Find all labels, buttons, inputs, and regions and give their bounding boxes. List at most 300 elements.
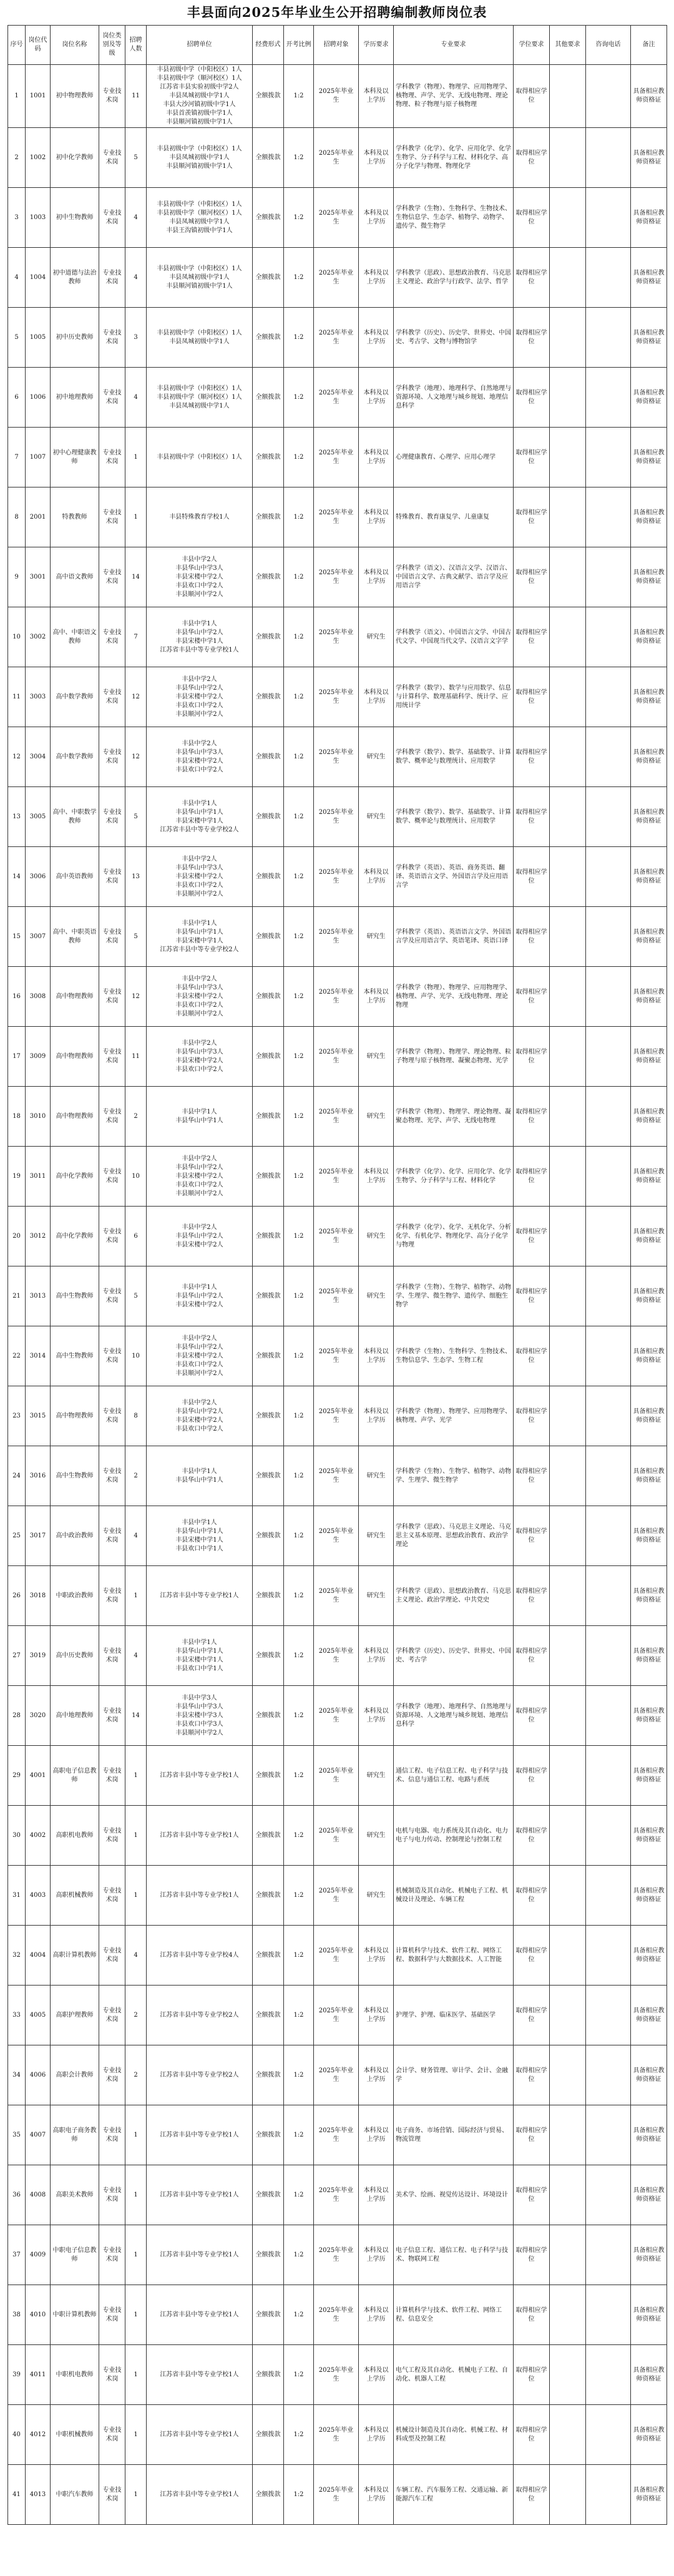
table-cell-code: 4001 bbox=[26, 1746, 51, 1806]
unit-allocation-line: 丰县初级中学（中阳校区）1人 bbox=[157, 200, 242, 208]
table-cell-unit bbox=[147, 65, 253, 128]
table-cell-count: 1 bbox=[125, 428, 147, 487]
unit-allocation-line: 丰县中学1人 bbox=[182, 1519, 217, 1526]
table-cell-ratio: 1:2 bbox=[284, 2465, 314, 2525]
table-cell-funding: 全额拨款 bbox=[253, 1506, 284, 1566]
table-cell-unit bbox=[147, 248, 253, 308]
table-cell-category: 专业技术岗 bbox=[99, 787, 125, 847]
table-cell-ratio: 1:2 bbox=[284, 1866, 314, 1926]
table-cell-code: 3008 bbox=[26, 967, 51, 1027]
table-cell-major: 学科教学（数学）、数学、基础数学、计算数学、概率论与数理统计、应用数学 bbox=[394, 787, 514, 847]
table-cell-unit bbox=[147, 2225, 253, 2285]
table-cell-education: 研究生 bbox=[359, 1446, 394, 1506]
unit-allocation-line: 丰县华山中学1人 bbox=[175, 808, 223, 816]
table-cell-funding: 全额拨款 bbox=[253, 1806, 284, 1866]
table-cell-phone bbox=[586, 787, 631, 847]
table-cell-count: 2 bbox=[125, 1087, 147, 1147]
unit-allocation-line: 丰县中学2人 bbox=[182, 1039, 217, 1047]
table-cell-ratio: 1:2 bbox=[284, 607, 314, 667]
table-cell-seq: 34 bbox=[8, 2045, 26, 2105]
table-cell-funding: 全额拨款 bbox=[253, 1446, 284, 1506]
table-cell-major: 学科教学（历史）、历史学、世界史、中国史、考古学、文物与博物馆学 bbox=[394, 308, 514, 368]
table-cell-education: 研究生 bbox=[359, 1087, 394, 1147]
table-cell-education: 本科及以上学历 bbox=[359, 248, 394, 308]
unit-allocation-line: 丰县凤城初级中学1人 bbox=[169, 273, 230, 281]
table-row bbox=[8, 128, 667, 188]
table-cell-seq: 13 bbox=[8, 787, 26, 847]
table-cell-remark: 具备相应教师资格证 bbox=[631, 1866, 667, 1926]
table-cell-education: 本科及以上学历 bbox=[359, 1926, 394, 1986]
table-cell-remark: 具备相应教师资格证 bbox=[631, 128, 667, 188]
table-cell-code: 3006 bbox=[26, 847, 51, 907]
table-cell-name: 高中数学教师 bbox=[51, 727, 99, 787]
table-cell-code: 1006 bbox=[26, 368, 51, 428]
table-cell-target: 2025年毕业生 bbox=[314, 428, 359, 487]
table-cell-phone bbox=[586, 2405, 631, 2465]
table-cell-category: 专业技术岗 bbox=[99, 428, 125, 487]
table-cell-category: 专业技术岗 bbox=[99, 1027, 125, 1087]
table-cell-category: 专业技术岗 bbox=[99, 667, 125, 727]
table-cell-name: 高中语文教师 bbox=[51, 547, 99, 607]
table-cell-seq: 32 bbox=[8, 1926, 26, 1986]
unit-allocation-line: 江苏省丰县中等专业学校1人 bbox=[160, 2191, 239, 2198]
unit-allocation-line: 丰县宋楼中学1人 bbox=[175, 637, 223, 645]
table-cell-major: 电气工程及其自动化、机械电子工程、自动化、机器人工程 bbox=[394, 2345, 514, 2405]
table-cell-other bbox=[550, 188, 586, 248]
table-cell-name: 初中物理教师 bbox=[51, 65, 99, 128]
page-title: 丰县面向2025年毕业生公开招聘编制教师岗位表 bbox=[187, 4, 487, 20]
unit-allocation-line: 丰县华山中学2人 bbox=[175, 684, 223, 692]
table-cell-unit bbox=[147, 1566, 253, 1626]
unit-allocation-line: 江苏省丰县实验初级中学2人 bbox=[160, 84, 239, 91]
table-cell-target: 2025年毕业生 bbox=[314, 847, 359, 907]
table-cell-other bbox=[550, 1806, 586, 1866]
table-cell-seq: 11 bbox=[8, 667, 26, 727]
table-cell-name: 高职美术教师 bbox=[51, 2165, 99, 2225]
table-cell-name: 高中、中职语文教师 bbox=[51, 607, 99, 667]
table-cell-degree: 取得相应学位 bbox=[514, 1746, 550, 1806]
table-cell-count: 1 bbox=[125, 1566, 147, 1626]
table-cell-funding: 全额拨款 bbox=[253, 787, 284, 847]
table-cell-phone bbox=[586, 1686, 631, 1746]
table-cell-target: 2025年毕业生 bbox=[314, 667, 359, 727]
table-cell-ratio: 1:2 bbox=[284, 1986, 314, 2045]
table-cell-major: 车辆工程、汽车服务工程、交通运输、新能源汽车工程 bbox=[394, 2465, 514, 2525]
table-cell-education: 本科及以上学历 bbox=[359, 1626, 394, 1686]
table-cell-education: 研究生 bbox=[359, 787, 394, 847]
table-row bbox=[8, 667, 667, 727]
table-cell-remark: 具备相应教师资格证 bbox=[631, 308, 667, 368]
table-cell-other bbox=[550, 368, 586, 428]
table-cell-major: 学科教学（思政）、马克思主义理论、马克思主义基本原理、思想政治教育、政治学理论 bbox=[394, 1506, 514, 1566]
table-cell-remark: 具备相应教师资格证 bbox=[631, 1566, 667, 1626]
table-cell-degree: 取得相应学位 bbox=[514, 1027, 550, 1087]
table-cell-code: 3003 bbox=[26, 667, 51, 727]
table-cell-unit bbox=[147, 907, 253, 967]
unit-allocation-line: 丰县凤城初级中学1人 bbox=[169, 92, 230, 99]
unit-allocation-line: 丰县凤城初级中学1人 bbox=[169, 338, 230, 345]
table-cell-target: 2025年毕业生 bbox=[314, 1746, 359, 1806]
header-phone: 咨询电话 bbox=[586, 26, 631, 65]
table-cell-target: 2025年毕业生 bbox=[314, 1626, 359, 1686]
table-cell-other bbox=[550, 1506, 586, 1566]
table-cell-major: 学科教学（物理）、物理学、理论物理、凝聚态物理、光学、声学、无线电物理 bbox=[394, 1087, 514, 1147]
table-cell-ratio: 1:2 bbox=[284, 2105, 314, 2165]
table-cell-funding: 全额拨款 bbox=[253, 368, 284, 428]
table-cell-count: 1 bbox=[125, 1866, 147, 1926]
unit-allocation-line: 丰县宋楼中学2人 bbox=[175, 1241, 223, 1248]
table-cell-code: 3011 bbox=[26, 1147, 51, 1207]
unit-allocation-line: 丰县中学1人 bbox=[182, 919, 217, 927]
table-cell-remark: 具备相应教师资格证 bbox=[631, 1207, 667, 1266]
table-cell-code: 4012 bbox=[26, 2405, 51, 2465]
table-cell-phone bbox=[586, 727, 631, 787]
table-cell-funding: 全额拨款 bbox=[253, 2405, 284, 2465]
table-cell-seq: 33 bbox=[8, 1986, 26, 2045]
table-row bbox=[8, 1446, 667, 1506]
table-cell-code: 4005 bbox=[26, 1986, 51, 2045]
header-education: 学历要求 bbox=[359, 26, 394, 65]
table-cell-name: 高中物理教师 bbox=[51, 1087, 99, 1147]
table-row bbox=[8, 1147, 667, 1207]
table-cell-funding: 全额拨款 bbox=[253, 967, 284, 1027]
unit-allocation-line: 丰县华山中学3人 bbox=[175, 984, 223, 991]
table-cell-category: 专业技术岗 bbox=[99, 368, 125, 428]
table-cell-education: 本科及以上学历 bbox=[359, 1386, 394, 1446]
table-cell-major: 学科教学（物理）、物理学、应用物理学、核物理、声学、光学、无线电物理、理论物理、粒子物理与原子核物理 bbox=[394, 65, 514, 128]
table-cell-degree: 取得相应学位 bbox=[514, 65, 550, 128]
unit-allocation-line: 丰县宋楼中学2人 bbox=[175, 1352, 223, 1359]
table-row bbox=[8, 1806, 667, 1866]
table-cell-name: 高职护理教师 bbox=[51, 1986, 99, 2045]
table-cell-count: 1 bbox=[125, 2405, 147, 2465]
table-row bbox=[8, 188, 667, 248]
table-cell-code: 3009 bbox=[26, 1027, 51, 1087]
table-cell-seq: 30 bbox=[8, 1806, 26, 1866]
table-cell-funding: 全额拨款 bbox=[253, 2165, 284, 2225]
unit-allocation-line: 丰县中学2人 bbox=[182, 1155, 217, 1162]
table-cell-category: 专业技术岗 bbox=[99, 547, 125, 607]
table-cell-degree: 取得相应学位 bbox=[514, 1566, 550, 1626]
unit-allocation-line: 丰县中学1人 bbox=[182, 1638, 217, 1646]
table-cell-unit bbox=[147, 1207, 253, 1266]
table-cell-seq: 35 bbox=[8, 2105, 26, 2165]
table-cell-major: 计算机科学与技术、软件工程、网络工程、信息安全 bbox=[394, 2285, 514, 2345]
table-cell-degree: 取得相应学位 bbox=[514, 1386, 550, 1446]
table-cell-target: 2025年毕业生 bbox=[314, 787, 359, 847]
table-cell-unit bbox=[147, 2165, 253, 2225]
table-cell-phone bbox=[586, 1266, 631, 1326]
table-cell-major: 学科教学（化学）、化学、应用化学、化学生物学、分子科学与工程、材料化学 bbox=[394, 1147, 514, 1207]
table-cell-target: 2025年毕业生 bbox=[314, 308, 359, 368]
table-cell-funding: 全额拨款 bbox=[253, 188, 284, 248]
table-cell-category: 专业技术岗 bbox=[99, 65, 125, 128]
table-cell-count: 14 bbox=[125, 547, 147, 607]
table-row bbox=[8, 1626, 667, 1686]
table-row bbox=[8, 428, 667, 487]
unit-allocation-line: 丰县欢口中学2人 bbox=[175, 1425, 223, 1432]
table-cell-ratio: 1:2 bbox=[284, 2165, 314, 2225]
table-body bbox=[8, 65, 667, 2525]
table-cell-funding: 全额拨款 bbox=[253, 1386, 284, 1446]
table-cell-phone bbox=[586, 2105, 631, 2165]
table-cell-funding: 全额拨款 bbox=[253, 1986, 284, 2045]
table-cell-unit bbox=[147, 1686, 253, 1746]
table-cell-target: 2025年毕业生 bbox=[314, 1266, 359, 1326]
table-cell-seq: 5 bbox=[8, 308, 26, 368]
table-cell-remark: 具备相应教师资格证 bbox=[631, 607, 667, 667]
table-cell-other bbox=[550, 1446, 586, 1506]
table-row bbox=[8, 248, 667, 308]
unit-allocation-line: 丰县中学1人 bbox=[182, 800, 217, 807]
table-cell-degree: 取得相应学位 bbox=[514, 2225, 550, 2285]
table-cell-seq: 40 bbox=[8, 2405, 26, 2465]
table-cell-remark: 具备相应教师资格证 bbox=[631, 2105, 667, 2165]
table-cell-target: 2025年毕业生 bbox=[314, 368, 359, 428]
table-cell-target: 2025年毕业生 bbox=[314, 128, 359, 188]
table-cell-major: 学科教学（生物）、生物学、植物学、动物学、生理学、微生物学 bbox=[394, 1446, 514, 1506]
header-seq: 序号 bbox=[8, 26, 26, 65]
unit-allocation-line: 丰县华山中学1人 bbox=[175, 1527, 223, 1535]
unit-allocation-line: 江苏省丰县中等专业学校2人 bbox=[160, 2011, 239, 2019]
unit-allocation-line: 江苏省丰县中等专业学校2人 bbox=[160, 2071, 239, 2079]
table-cell-seq: 24 bbox=[8, 1446, 26, 1506]
table-cell-other bbox=[550, 607, 586, 667]
table-cell-ratio: 1:2 bbox=[284, 1266, 314, 1326]
table-row bbox=[8, 368, 667, 428]
table-cell-remark: 具备相应教师资格证 bbox=[631, 2285, 667, 2345]
table-cell-code: 4013 bbox=[26, 2465, 51, 2525]
table-cell-seq: 23 bbox=[8, 1386, 26, 1446]
unit-allocation-line: 丰县欢口中学3人 bbox=[175, 1720, 223, 1728]
table-cell-seq: 17 bbox=[8, 1027, 26, 1087]
table-cell-category: 专业技术岗 bbox=[99, 907, 125, 967]
table-cell-category: 专业技术岗 bbox=[99, 1746, 125, 1806]
table-cell-funding: 全额拨款 bbox=[253, 65, 284, 128]
unit-allocation-line: 丰县顺河中学2人 bbox=[175, 1729, 223, 1736]
table-cell-ratio: 1:2 bbox=[284, 1626, 314, 1686]
table-cell-education: 本科及以上学历 bbox=[359, 65, 394, 128]
table-cell-education: 本科及以上学历 bbox=[359, 428, 394, 487]
unit-allocation-line: 丰县宋楼中学1人 bbox=[175, 817, 223, 825]
table-cell-phone bbox=[586, 1446, 631, 1506]
table-cell-other bbox=[550, 428, 586, 487]
table-cell-code: 4007 bbox=[26, 2105, 51, 2165]
table-cell-code: 4003 bbox=[26, 1866, 51, 1926]
table-cell-target: 2025年毕业生 bbox=[314, 1926, 359, 1986]
table-cell-education: 本科及以上学历 bbox=[359, 2345, 394, 2405]
table-cell-funding: 全额拨款 bbox=[253, 248, 284, 308]
unit-allocation-line: 丰县初级中学（顺河校区）1人 bbox=[157, 75, 242, 82]
table-cell-code: 3004 bbox=[26, 727, 51, 787]
table-cell-other bbox=[550, 1746, 586, 1806]
table-cell-count: 12 bbox=[125, 667, 147, 727]
unit-allocation-line: 江苏省丰县中等专业学校1人 bbox=[160, 2131, 239, 2138]
table-cell-seq: 38 bbox=[8, 2285, 26, 2345]
table-cell-remark: 具备相应教师资格证 bbox=[631, 907, 667, 967]
header-ratio: 开考比例 bbox=[284, 26, 314, 65]
table-cell-unit bbox=[147, 368, 253, 428]
table-cell-code: 3018 bbox=[26, 1566, 51, 1626]
table-cell-major: 学科教学（地理）、地理科学、自然地理与资源环境、人文地理与城乡规划、地理信息科学 bbox=[394, 1686, 514, 1746]
table-row bbox=[8, 1386, 667, 1446]
table-cell-name: 初中化学教师 bbox=[51, 128, 99, 188]
table-cell-unit bbox=[147, 1866, 253, 1926]
table-cell-other bbox=[550, 787, 586, 847]
table-cell-ratio: 1:2 bbox=[284, 487, 314, 547]
table-cell-education: 研究生 bbox=[359, 1806, 394, 1866]
unit-allocation-line: 丰县宋楼中学2人 bbox=[175, 693, 223, 700]
table-cell-category: 专业技术岗 bbox=[99, 1266, 125, 1326]
unit-allocation-line: 丰县凤城初级中学1人 bbox=[169, 402, 230, 409]
table-cell-remark: 具备相应教师资格证 bbox=[631, 847, 667, 907]
table-cell-ratio: 1:2 bbox=[284, 2285, 314, 2345]
table-cell-degree: 取得相应学位 bbox=[514, 667, 550, 727]
table-cell-target: 2025年毕业生 bbox=[314, 1866, 359, 1926]
table-cell-remark: 具备相应教师资格证 bbox=[631, 967, 667, 1027]
table-cell-ratio: 1:2 bbox=[284, 907, 314, 967]
table-cell-phone bbox=[586, 967, 631, 1027]
table-cell-ratio: 1:2 bbox=[284, 1506, 314, 1566]
table-cell-other bbox=[550, 1626, 586, 1686]
table-cell-major: 学科教学（英语）、英语语言文学、外国语言学及应用语言学、英语笔译、英语口译 bbox=[394, 907, 514, 967]
table-cell-target: 2025年毕业生 bbox=[314, 2285, 359, 2345]
table-cell-other bbox=[550, 1147, 586, 1207]
table-cell-degree: 取得相应学位 bbox=[514, 1986, 550, 2045]
unit-allocation-line: 丰县欢口中学2人 bbox=[175, 1181, 223, 1188]
table-cell-unit bbox=[147, 1986, 253, 2045]
unit-allocation-line: 丰县顺河中学2人 bbox=[175, 1369, 223, 1377]
table-cell-category: 专业技术岗 bbox=[99, 128, 125, 188]
table-cell-name: 高中地理教师 bbox=[51, 1686, 99, 1746]
table-cell-education: 本科及以上学历 bbox=[359, 1986, 394, 2045]
table-cell-degree: 取得相应学位 bbox=[514, 188, 550, 248]
table-cell-education: 本科及以上学历 bbox=[359, 188, 394, 248]
table-cell-target: 2025年毕业生 bbox=[314, 907, 359, 967]
table-cell-ratio: 1:2 bbox=[284, 368, 314, 428]
table-cell-degree: 取得相应学位 bbox=[514, 967, 550, 1027]
table-cell-seq: 14 bbox=[8, 847, 26, 907]
unit-allocation-line: 丰县初级中学（顺河校区）1人 bbox=[157, 393, 242, 401]
table-cell-major: 电机与电器、电力系统及其自动化、电力电子与电力传动、控制理论与控制工程 bbox=[394, 1806, 514, 1866]
table-cell-target: 2025年毕业生 bbox=[314, 2165, 359, 2225]
unit-allocation-line: 丰县宋楼中学2人 bbox=[175, 1416, 223, 1424]
table-cell-remark: 具备相应教师资格证 bbox=[631, 1027, 667, 1087]
table-cell-category: 专业技术岗 bbox=[99, 1986, 125, 2045]
table-cell-target: 2025年毕业生 bbox=[314, 547, 359, 607]
table-cell-phone bbox=[586, 1746, 631, 1806]
table-cell-phone bbox=[586, 907, 631, 967]
table-cell-major: 学科教学（生物）、生物科学、生物技术、生物信息学、生态学、植物学、动物学、遗传学、微生物学 bbox=[394, 188, 514, 248]
table-cell-education: 本科及以上学历 bbox=[359, 847, 394, 907]
table-cell-other bbox=[550, 1926, 586, 1986]
table-cell-target: 2025年毕业生 bbox=[314, 188, 359, 248]
table-cell-major: 电子商务、市场营销、国际经济与贸易、物流管理 bbox=[394, 2105, 514, 2165]
table-row bbox=[8, 1087, 667, 1147]
unit-allocation-line: 丰县华山中学1人 bbox=[175, 1117, 223, 1124]
unit-allocation-line: 丰县华山中学1人 bbox=[175, 928, 223, 936]
table-cell-ratio: 1:2 bbox=[284, 428, 314, 487]
table-cell-name: 初中生物教师 bbox=[51, 188, 99, 248]
table-cell-major: 机械制造及其自动化、机械电子工程、机械设计及理论、车辆工程 bbox=[394, 1866, 514, 1926]
table-cell-degree: 取得相应学位 bbox=[514, 308, 550, 368]
table-cell-ratio: 1:2 bbox=[284, 1566, 314, 1626]
table-cell-funding: 全额拨款 bbox=[253, 727, 284, 787]
table-row bbox=[8, 2345, 667, 2405]
table-cell-target: 2025年毕业生 bbox=[314, 607, 359, 667]
table-cell-name: 高中、中职英语教师 bbox=[51, 907, 99, 967]
table-cell-remark: 具备相应教师资格证 bbox=[631, 667, 667, 727]
unit-allocation-line: 江苏省丰县中等专业学校1人 bbox=[160, 2490, 239, 2498]
table-cell-code: 3010 bbox=[26, 1087, 51, 1147]
table-cell-education: 本科及以上学历 bbox=[359, 667, 394, 727]
table-cell-count: 1 bbox=[125, 2285, 147, 2345]
table-row bbox=[8, 1506, 667, 1566]
table-cell-category: 专业技术岗 bbox=[99, 2225, 125, 2285]
table-cell-other bbox=[550, 1326, 586, 1386]
table-cell-unit bbox=[147, 2285, 253, 2345]
table-cell-other bbox=[550, 847, 586, 907]
table-cell-phone bbox=[586, 847, 631, 907]
unit-allocation-line: 丰县顺河中学2人 bbox=[175, 1010, 223, 1017]
unit-allocation-line: 丰县中学1人 bbox=[182, 1283, 217, 1291]
table-cell-remark: 具备相应教师资格证 bbox=[631, 2225, 667, 2285]
table-cell-funding: 全额拨款 bbox=[253, 2225, 284, 2285]
table-cell-ratio: 1:2 bbox=[284, 248, 314, 308]
table-cell-seq: 22 bbox=[8, 1326, 26, 1386]
table-row bbox=[8, 547, 667, 607]
table-cell-major: 学科教学（化学）、化学、无机化学、分析化学、有机化学、物理化学、高分子化学与物理 bbox=[394, 1207, 514, 1266]
table-cell-education: 研究生 bbox=[359, 727, 394, 787]
unit-allocation-line: 丰县初级中学（中阳校区）1人 bbox=[157, 145, 242, 152]
table-cell-target: 2025年毕业生 bbox=[314, 1566, 359, 1626]
unit-allocation-line: 丰县宋楼中学2人 bbox=[175, 1057, 223, 1064]
table-row bbox=[8, 308, 667, 368]
table-cell-ratio: 1:2 bbox=[284, 128, 314, 188]
table-cell-unit bbox=[147, 1386, 253, 1446]
table-cell-name: 高中生物教师 bbox=[51, 1266, 99, 1326]
table-cell-category: 专业技术岗 bbox=[99, 1686, 125, 1746]
table-cell-phone bbox=[586, 1626, 631, 1686]
table-cell-unit bbox=[147, 607, 253, 667]
table-cell-code: 3017 bbox=[26, 1506, 51, 1566]
table-cell-target: 2025年毕业生 bbox=[314, 2225, 359, 2285]
table-cell-other bbox=[550, 547, 586, 607]
table-cell-ratio: 1:2 bbox=[284, 1686, 314, 1746]
table-cell-other bbox=[550, 2165, 586, 2225]
table-cell-degree: 取得相应学位 bbox=[514, 1326, 550, 1386]
table-cell-count: 14 bbox=[125, 1686, 147, 1746]
table-cell-degree: 取得相应学位 bbox=[514, 787, 550, 847]
table-cell-remark: 具备相应教师资格证 bbox=[631, 1506, 667, 1566]
table-cell-code: 1005 bbox=[26, 308, 51, 368]
table-cell-funding: 全额拨款 bbox=[253, 1087, 284, 1147]
header-degree: 学位要求 bbox=[514, 26, 550, 65]
unit-allocation-line: 江苏省丰县中等专业学校1人 bbox=[160, 2371, 239, 2378]
table-cell-funding: 全额拨款 bbox=[253, 1926, 284, 1986]
unit-allocation-line: 丰县华山中学3人 bbox=[175, 1703, 223, 1710]
table-cell-funding: 全额拨款 bbox=[253, 607, 284, 667]
table-cell-phone bbox=[586, 2045, 631, 2105]
table-cell-funding: 全额拨款 bbox=[253, 2285, 284, 2345]
header-remark: 备注 bbox=[631, 26, 667, 65]
table-cell-phone bbox=[586, 2225, 631, 2285]
table-cell-seq: 18 bbox=[8, 1087, 26, 1147]
table-cell-seq: 28 bbox=[8, 1686, 26, 1746]
unit-allocation-line: 丰县大沙河镇初级中学1人 bbox=[163, 101, 236, 108]
table-cell-major: 计算机科学与技术、软件工程、网络工程、数据科学与大数据技术、人工智能 bbox=[394, 1926, 514, 1986]
table-cell-target: 2025年毕业生 bbox=[314, 1446, 359, 1506]
